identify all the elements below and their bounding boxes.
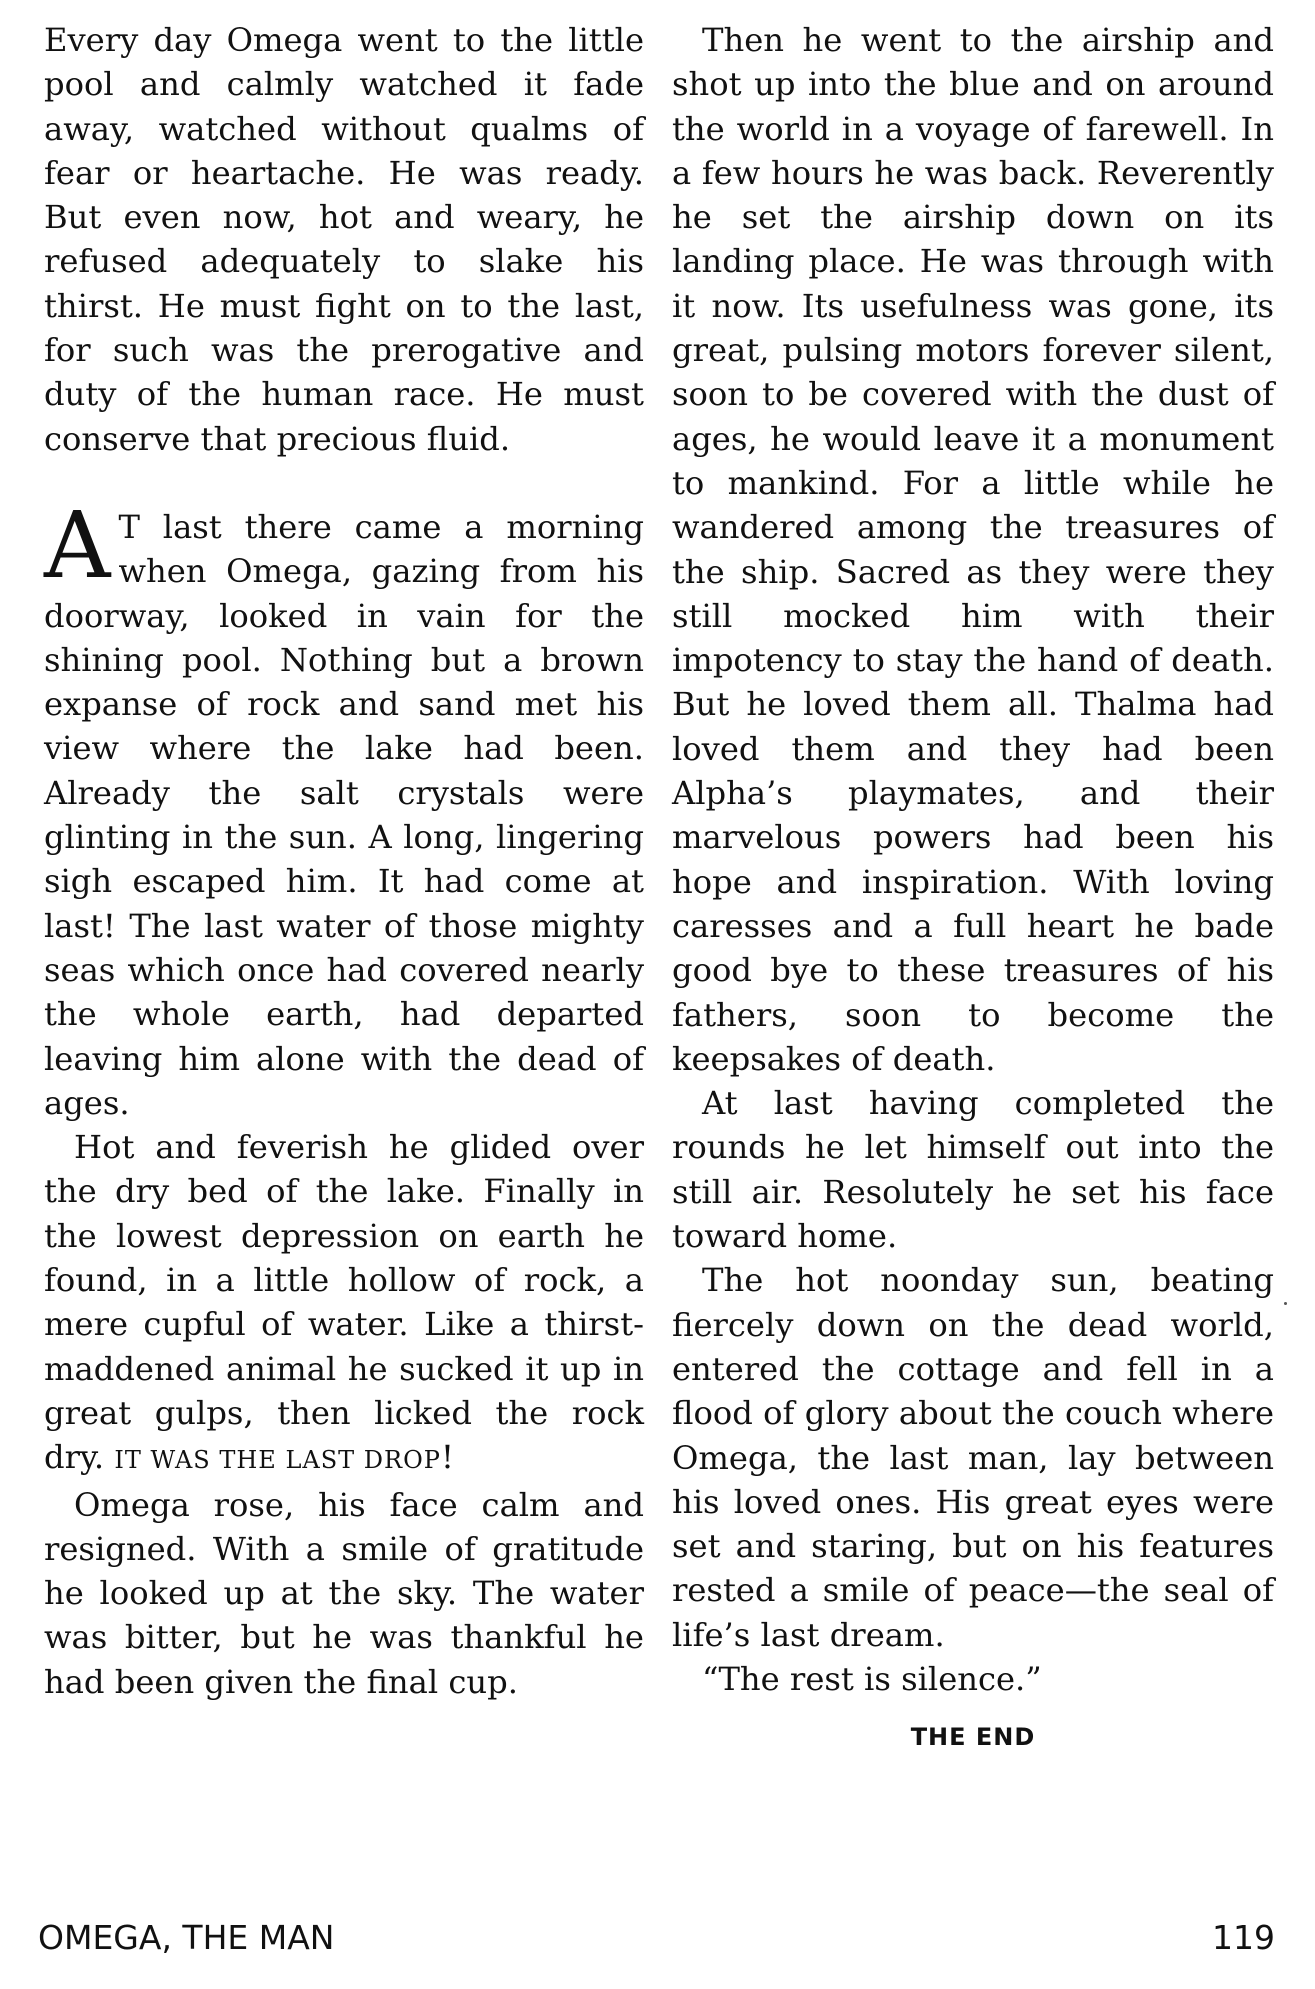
paragraph: Every day Omega went to the little pool and calmly watched it fade away, watched without qualms of fear or heartache. He was ready. But even now, hot and weary, he refused adequately to slake his thirst. He must fight on to the last, for such was the prerogative and duty of the human race. He must conserve that precious fluid. xyxy=(44,21,644,458)
closing-quote: “The rest is silence.” xyxy=(702,1659,1042,1698)
small-caps-text: IT WAS THE LAST DROP xyxy=(114,1446,441,1475)
paragraph: The hot noonday sun, beating fiercely down on the dead world, entered the cottage and fell in a flood of glory about the couch where Omega, the last man, lay between his loved ones. His great eyes were set and staring, but on his features rested a smile of peace—the seal of life’s last dream. xyxy=(672,1261,1274,1654)
paragraph xyxy=(44,1125,644,1482)
paragraph-text: Hot and feverish he glided over the dry bed of the lake. Finally in the lowest depression on earth he found, in a little hollow of rock, a mere cupful of water. Like a thirst-maddened animal he sucked it up in great gulps, then licked the rock dry. xyxy=(44,1128,644,1477)
left-column xyxy=(44,18,644,1704)
paragraph-text: T last there came a morning when Omega, gazing from his doorway, looked in vain for the shining pool. Nothing but a brown expanse of rock and sand met his view where the lake had been. Already the salt crystals were glinting in the sun. A long, lingering sigh escaped him. It had come at last! The last water of those mighty seas which once had covered nearly the whole earth, had departed leaving him alone with the dead of ages. xyxy=(44,507,644,1122)
paragraph-dropcap xyxy=(44,491,644,1125)
print-speck xyxy=(1284,1302,1287,1305)
paragraph: At last having completed the rounds he let himself out into the still air. Resolutely he set his face toward home. xyxy=(672,1084,1274,1256)
paragraph: Omega rose, his face calm and resigned. With a smile of gratitude he looked up at the sky. The water was bitter, but he was thankful he had been given the final cup. xyxy=(44,1485,644,1701)
paragraph: Then he went to the airship and shot up into the blue and on around the world in a voyage of farewell. In a few hours he was back. Reverently he set the airship down on its landing place. He was through with it now. Its usefulness was gone, its great, pulsing motors forever silent, soon to be covered with the dust of ages, he would leave it a monument to mankind. For a little while he wandered among the treasures of the ship. Sacred as they were they still mocked him with their impotency to stay the hand of death. But he loved them all. Thalma had loved them and they had been Alpha’s playmates, and their marvelous powers had been his hope and inspiration. With loving caresses and a full heart he bade good bye to these treasures of his fathers, soon to become the keepsakes of death. xyxy=(672,21,1274,1078)
paragraph-end-mark: ! xyxy=(440,1438,454,1477)
right-column xyxy=(672,18,1274,1760)
drop-cap: A xyxy=(44,491,111,599)
the-end-mark: THE END xyxy=(910,1723,1036,1752)
page-footer xyxy=(38,1918,1275,1957)
page-number: 119 xyxy=(1212,1918,1275,1957)
running-title: OMEGA, THE MAN xyxy=(38,1918,335,1957)
